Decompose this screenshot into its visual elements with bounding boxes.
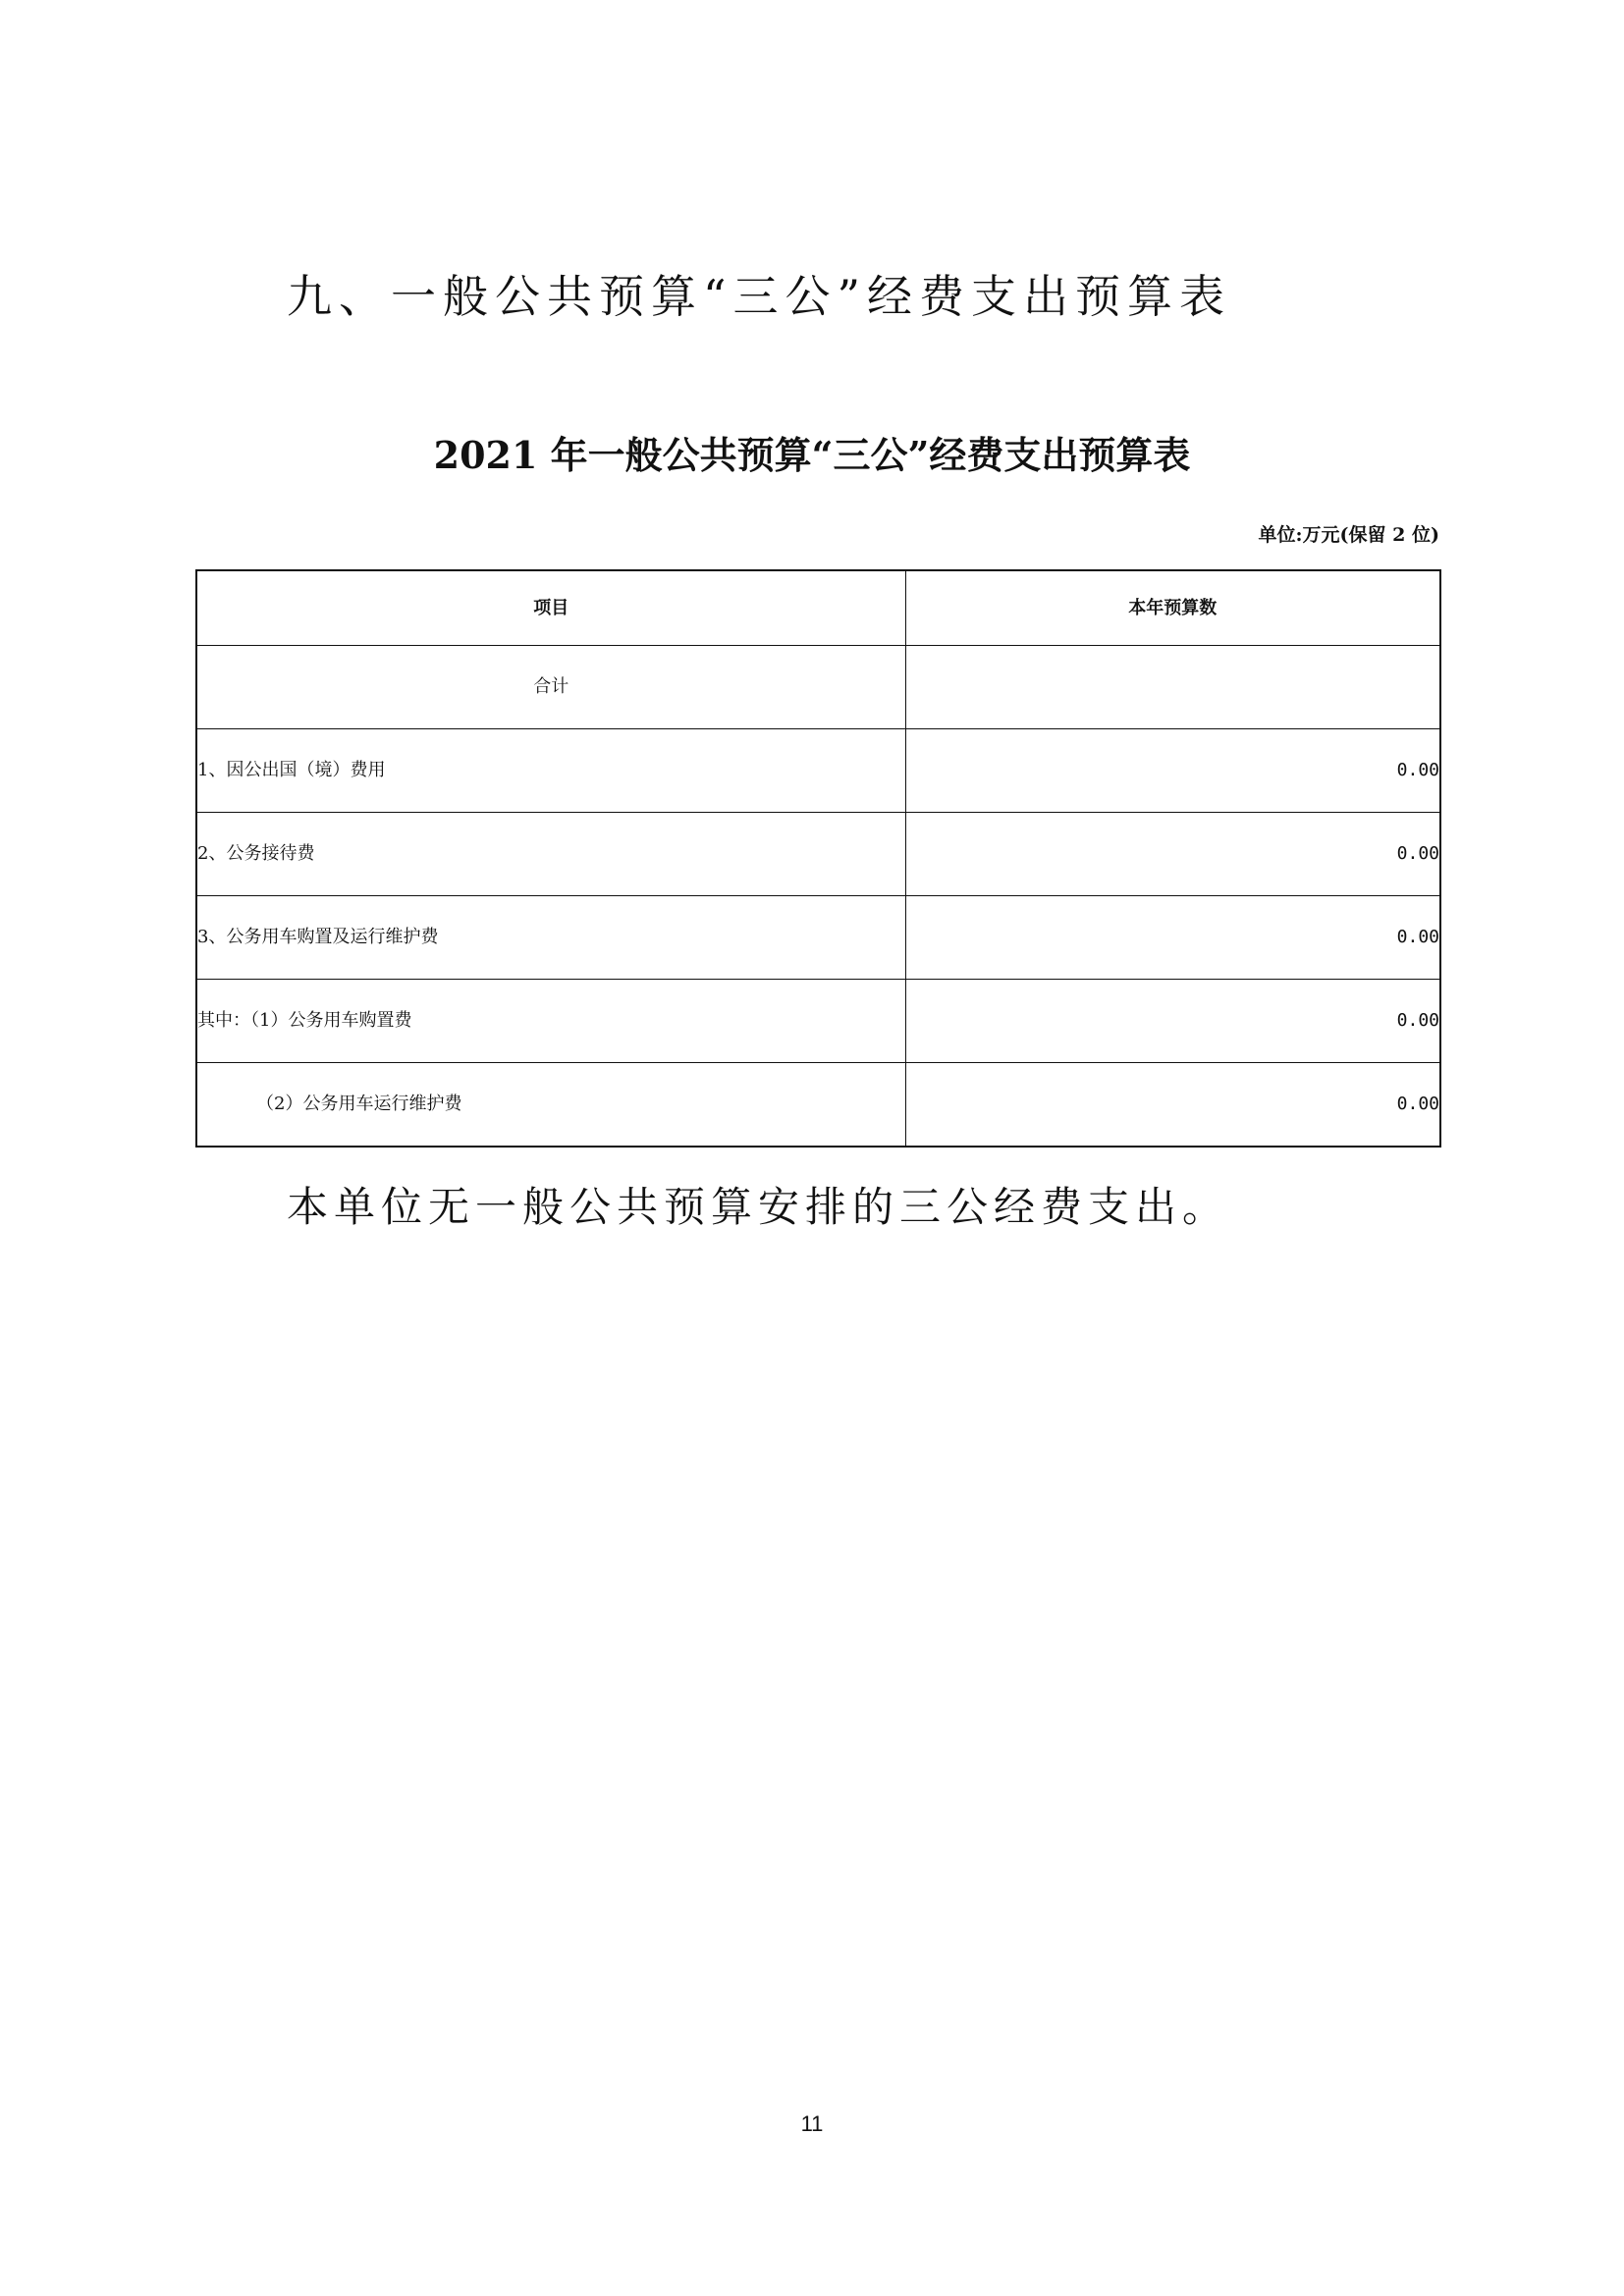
- explanatory-note: 本单位无一般公共预算安排的三公经费支出。: [287, 1183, 1230, 1231]
- row-label: （2）公务用车运行维护费: [196, 1063, 905, 1148]
- unit-note: 单位:万元(保留 2 位): [1258, 524, 1439, 546]
- table-row-total: [196, 646, 1440, 729]
- column-header-budget: 本年预算数: [905, 570, 1440, 646]
- budget-table: [195, 569, 1441, 1148]
- table-header-row: [196, 570, 1440, 646]
- row-label: 合计: [196, 646, 905, 729]
- row-value: 0.00: [905, 729, 1440, 813]
- row-label: 1、因公出国（境）费用: [196, 729, 905, 813]
- section-heading: 九、一般公共预算“三公”经费支出预算表: [287, 270, 1232, 323]
- page-number: 11: [800, 2111, 824, 2136]
- table-row: [196, 896, 1440, 980]
- column-header-item: 项目: [196, 570, 905, 646]
- table-row: [196, 980, 1440, 1063]
- table-row: [196, 1063, 1440, 1148]
- table-title: 2021 年一般公共预算“三公”经费支出预算表: [433, 433, 1191, 477]
- row-label: 其中：（1）公务用车购置费: [196, 980, 905, 1063]
- table-row: [196, 729, 1440, 813]
- row-value: [905, 646, 1440, 729]
- row-label: 2、公务接待费: [196, 813, 905, 896]
- table-row: [196, 813, 1440, 896]
- row-value: 0.00: [905, 896, 1440, 980]
- row-value: 0.00: [905, 1063, 1440, 1148]
- row-value: 0.00: [905, 813, 1440, 896]
- row-label: 3、公务用车购置及运行维护费: [196, 896, 905, 980]
- row-value: 0.00: [905, 980, 1440, 1063]
